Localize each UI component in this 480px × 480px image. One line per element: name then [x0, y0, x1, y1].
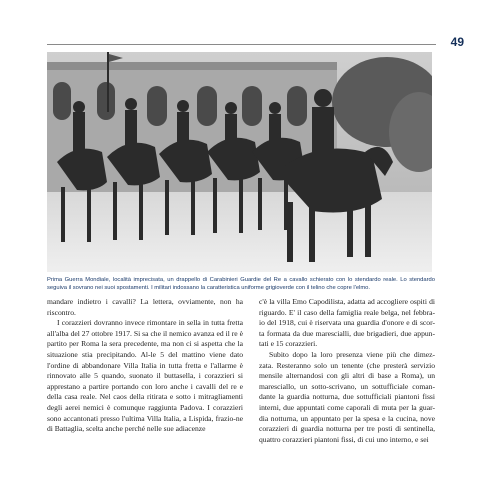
page-number: 49: [450, 35, 464, 49]
paragraph: c'è la villa Emo Capodilista, adatta ad accogliere ospiti di riguardo. E' il caso della famiglia reale belga, nel febbra-io del 1918, cui è riservata una guardia d'onore e di scor-ta formata da due marescialli, due brigadieri, due appun-tati e 15 corazzieri.: [259, 297, 435, 349]
paragraph: I corazzieri dovranno invece rimontare in sella in tutta fretta all'alba del 27 ottobre 1917. Si sa che il nemico avanza ed il re è partito per Roma la sera precedente, ma non ci si aspetta che la situazione stia precipitando. Al-le 5 del mattino viene dato l'ordine di abbandonare Villa Italia in tutta fretta e l'allarme è rinnovato alle 5 quando, suonato il buttasella, i corazzieri si apprestano a partire portando con loro anche i cavalli del re e della casa reale. Nel caos della ritirata e sotto i mitragliamenti degli aerei nemici è comunque raggiunta Padova. I corazzieri sono accantonati presso l'ultima Villa Italia, a Lispida, frazio-ne di Battaglia, scelta anche perché nelle sue adiacenze: [47, 318, 243, 434]
historical-photo: [47, 52, 432, 272]
header-rule: [47, 44, 436, 45]
photo-caption: Prima Guerra Mondiale, località imprecisata, un drappello di Carabinieri Guardie del Re a cavallo schierato con lo stendardo reale. Lo stendardo seguiva il sovrano nei suoi spostamenti. I militari indossano la caratteristica uniforme grigioverde con il telino che copre l'elmo.: [47, 277, 435, 291]
paragraph: Subito dopo la loro presenza viene più che dimez-zata. Resteranno solo un tenente (che presterà servizio mensile alternandosi con gli altri di base a Roma), un maresciallo, un sotto-scrivano, un sottufficiale coman-dante la guardia notturna, due sottufficiali piantoni fissi interni, due appuntati come caporali di muta per la guar-dia notturna, un appuntato per la spesa e la cucina, nove corazzieri di guardia notturna per tre posti di sentinella, quattro corazzieri piantoni fissi, di cui uno interno, e sei: [259, 349, 435, 444]
text-column-right: [259, 297, 435, 445]
paragraph: mandare indietro i cavalli? La lettera, ovviamente, non ha riscontro.: [47, 297, 243, 317]
text-column-left: [47, 297, 243, 435]
cavalry-squad-photo: [47, 52, 432, 272]
